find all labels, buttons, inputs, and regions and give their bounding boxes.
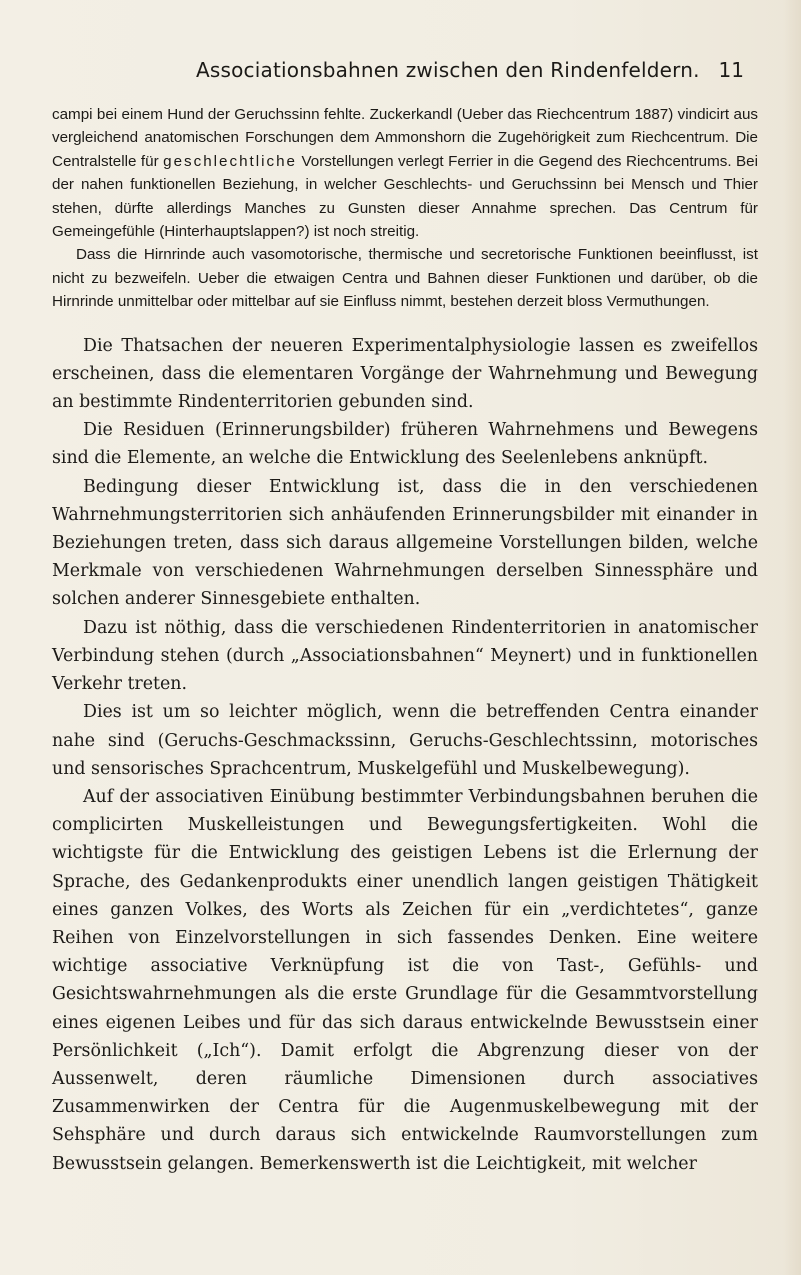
main-paragraph-5: Dies ist um so leichter möglich, wenn die betreffenden Centra einander nahe sind (Geruchs-Geschmackssinn, Geruchs-Geschlechtssinn, motorisches und sensorisches Sprachcentrum, Muskelgefühl und Muskelbewegung). — [52, 702, 758, 779]
body-text — [52, 103, 758, 1178]
main-paragraph-4: Dazu ist nöthig, dass die verschiedenen Rindenterritorien in anatomischer Verbindung stehen (durch „Associationsbahnen“ Meynert) und in funktionellen Verkehr treten. — [52, 617, 758, 695]
main-paragraph-1: Die Thatsachen der neueren Experimentalphysiologie lassen es zweifellos erscheinen, dass die elementaren Vorgänge der Wahrnehmung und Bewegung an bestimmte Rindenterritorien gebunden sind. — [52, 335, 758, 413]
section-gap — [52, 314, 758, 332]
main-paragraph-2: Die Residuen (Erinnerungsbilder) früheren Wahrnehmens und Bewegens sind die Elemente, an welche die Entwicklung des Seelenlebens anknüpft. — [52, 420, 758, 469]
page-edge-shadow — [783, 0, 801, 1275]
page-number: 11 — [718, 58, 744, 82]
note-paragraph-1-emphasis: geschlechtliche — [163, 152, 297, 170]
note-paragraph-1-text-b: Vorstellungen verlegt Ferrier in die Gegend des Riechcentrums. Bei der nahen funktionellen Beziehung, in welcher Geschlechts- und Geruchssinn bei Mensch und Thier stehen, dürfte allerdings Manches zu Gunsten dieser Annahme sprechen. Das Centrum für Gemeingefühle (Hinterhauptslappen?) ist noch streitig. — [52, 152, 758, 241]
running-title: Associationsbahnen zwischen den Rindenfeldern. — [196, 58, 700, 82]
note-paragraph-1-text-a: campi bei einem Hund der Geruchssinn fehlte. Zuckerkandl (Ueber das Riechcentrum 1887) vindicirt aus vergleichend anatomischen Forschungen dem Ammonshorn die Zugehörigkeit zum Riechcentrum. Die Centralstelle für — [52, 106, 758, 170]
main-paragraph-6: Auf der associativen Einübung bestimmter Verbindungsbahnen beruhen die complicirten Muskelleistungen und Bewegungsfertigkeiten. Wohl die wichtigste für die Entwicklung des geistigen Lebens ist die Erlernung der Sprache, des Gedankenprodukts einer unendlich langen geistigen Thätigkeit eines ganzen Volkes, des Worts als Zeichen für ein „verdichtetes“, ganze Reihen von Einzelvorstellungen in sich fassendes Denken. Eine weitere wichtige associative Verknüpfung ist die von Tast-, Gefühls- und Gesichtswahrnehmungen als die erste Grundlage für die Gesammtvorstellung eines eigenen Leibes und für das sich daraus entwickelnde Bewusstsein einer Persönlichkeit („Ich“). Damit erfolgt die Abgrenzung dieser von der Aussenwelt, deren räumliche Dimensionen durch associatives Zusammenwirken der Centra für die Augenmuskelbewegung mit der Sehsphäre und durch daraus sich entwickelnde Raumvorstellungen zum Bewusstsein gelangen. Bemerkenswerth ist die Leichtigkeit, mit welcher — [52, 786, 758, 1174]
main-paragraph-3: Bedingung dieser Entwicklung ist, dass die in den verschiedenen Wahrnehmungsterritorien sich anhäufenden Erinnerungsbilder mit einander in Beziehungen treten, dass sich daraus allgemeine Vorstellungen bilden, welche Merkmale von verschiedenen Wahrnehmungen derselben Sinnessphäre und solchen anderer Sinnesgebiete enthalten. — [52, 476, 758, 610]
note-paragraph-2: Dass die Hirnrinde auch vasomotorische, thermische und secretorische Funktionen beeinflusst, ist nicht zu bezweifeln. Ueber die etwaigen Centra und Bahnen dieser Funktionen und darüber, ob die Hirnrinde unmittelbar oder mittelbar auf sie Einfluss nimmt, bestehen derzeit bloss Vermuthungen. — [52, 246, 758, 311]
page-header — [196, 55, 744, 85]
note-paragraph-1 — [52, 103, 758, 243]
